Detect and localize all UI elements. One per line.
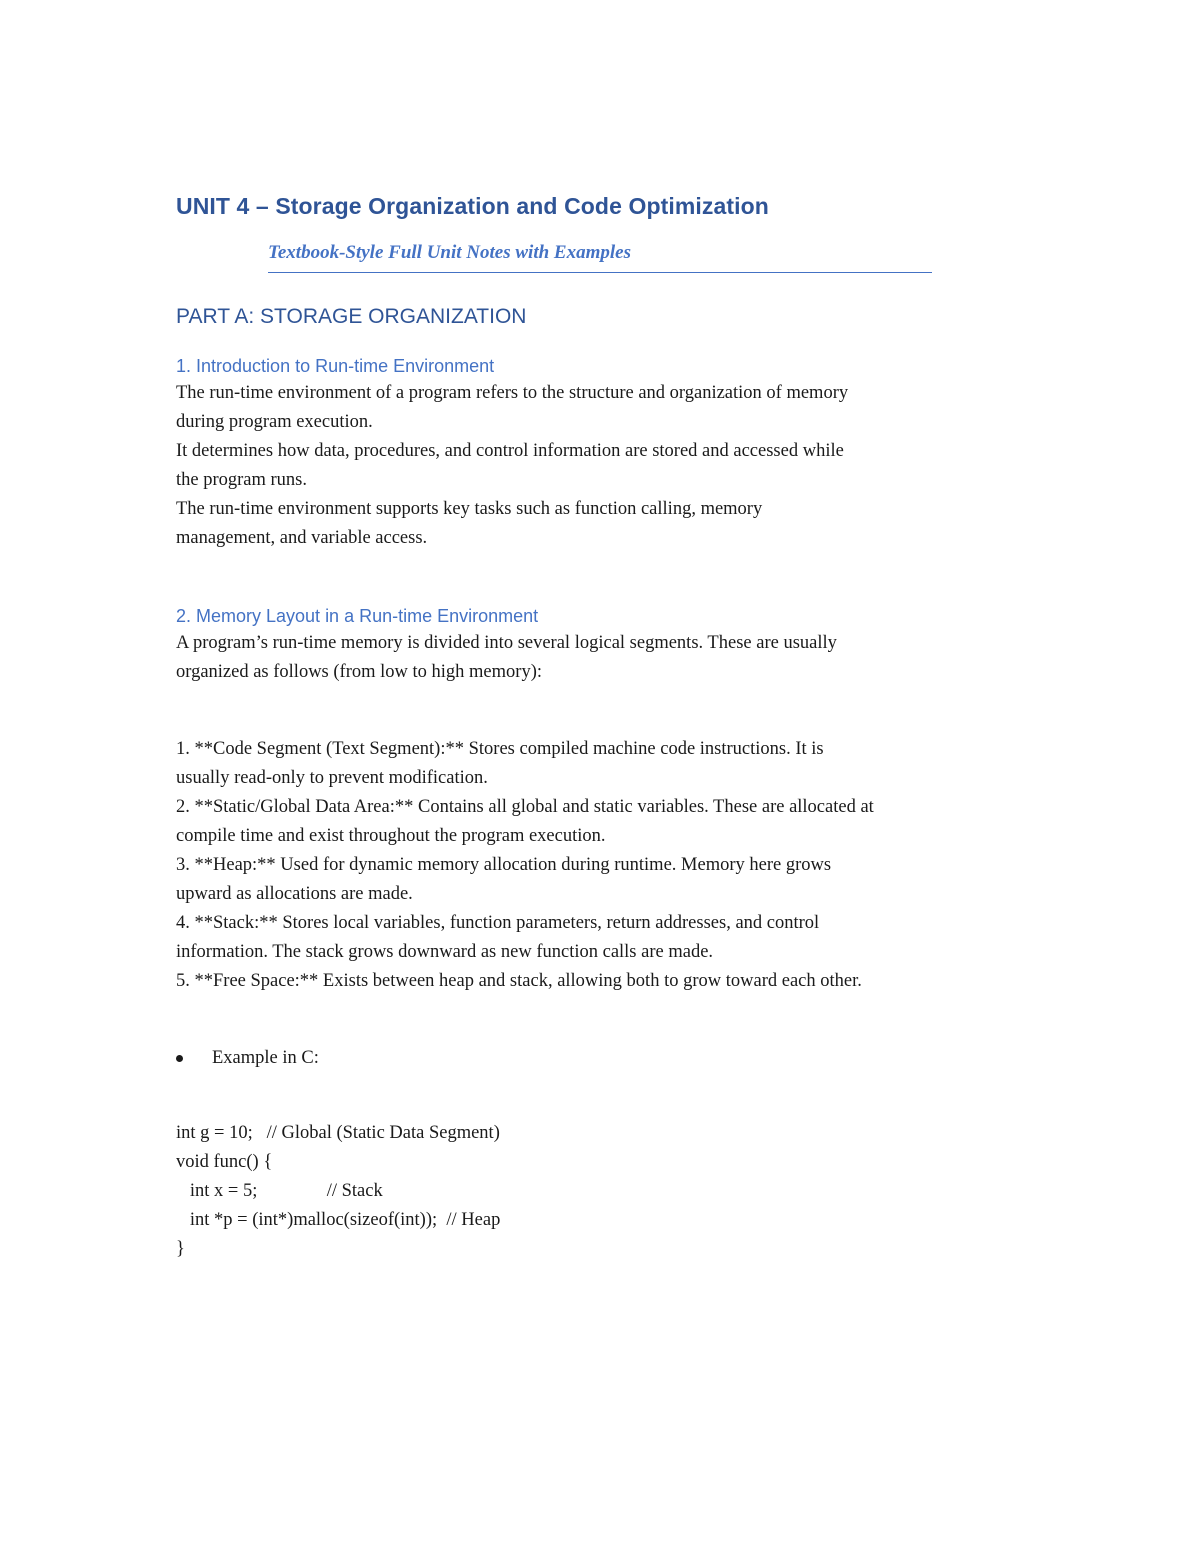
- code-line: int x = 5; // Stack: [176, 1181, 383, 1201]
- list-line: 2. **Static/Global Data Area:** Contains all global and static variables. These are allocated at: [176, 797, 874, 817]
- body-line: The run-time environment supports key tasks such as function calling, memory: [176, 499, 763, 519]
- code-line: int g = 10; // Global (Static Data Segment): [176, 1123, 500, 1143]
- code-line: }: [176, 1239, 185, 1259]
- bullet-text: Example in C:: [212, 1048, 319, 1068]
- part-heading: PART A: STORAGE ORGANIZATION: [176, 305, 527, 328]
- section-body-memory-layout: [176, 629, 1036, 687]
- section-body-runtime-environment: [176, 379, 1036, 553]
- body-line: organized as follows (from low to high memory):: [176, 662, 542, 682]
- body-line: the program runs.: [176, 470, 308, 490]
- document-title: UNIT 4 – Storage Organization and Code Optimization: [176, 193, 769, 219]
- bullet-icon: [176, 1055, 183, 1062]
- memory-segments-list: [176, 735, 1036, 996]
- code-line: int *p = (int*)malloc(sizeof(int)); // Heap: [176, 1210, 501, 1230]
- document-subtitle: Textbook-Style Full Unit Notes with Examples: [268, 242, 631, 263]
- bullet-item-example: [176, 1044, 1036, 1073]
- list-line: compile time and exist throughout the program execution.: [176, 826, 606, 846]
- list-line: 5. **Free Space:** Exists between heap and stack, allowing both to grow toward each other.: [176, 971, 862, 991]
- body-line: A program’s run-time memory is divided into several logical segments. These are usually: [176, 633, 837, 653]
- document-content: [176, 186, 1036, 1264]
- list-line: usually read-only to prevent modification.: [176, 768, 488, 788]
- section-heading-runtime-environment: 1. Introduction to Run-time Environment: [176, 356, 495, 376]
- list-line: 4. **Stack:** Stores local variables, function parameters, return addresses, and control: [176, 913, 820, 933]
- body-line: management, and variable access.: [176, 528, 428, 548]
- code-line: void func() {: [176, 1152, 273, 1172]
- body-line: It determines how data, procedures, and control information are stored and accessed while: [176, 441, 844, 461]
- list-line: information. The stack grows downward as new function calls are made.: [176, 942, 714, 962]
- subtitle-container: [268, 240, 932, 273]
- body-line: The run-time environment of a program refers to the structure and organization of memory: [176, 383, 849, 403]
- code-example: [176, 1119, 1036, 1264]
- list-line: 1. **Code Segment (Text Segment):** Stores compiled machine code instructions. It is: [176, 739, 824, 759]
- body-line: during program execution.: [176, 412, 373, 432]
- list-line: upward as allocations are made.: [176, 884, 413, 904]
- section-heading-memory-layout: 2. Memory Layout in a Run-time Environment: [176, 606, 539, 626]
- list-line: 3. **Heap:** Used for dynamic memory allocation during runtime. Memory here grows: [176, 855, 832, 875]
